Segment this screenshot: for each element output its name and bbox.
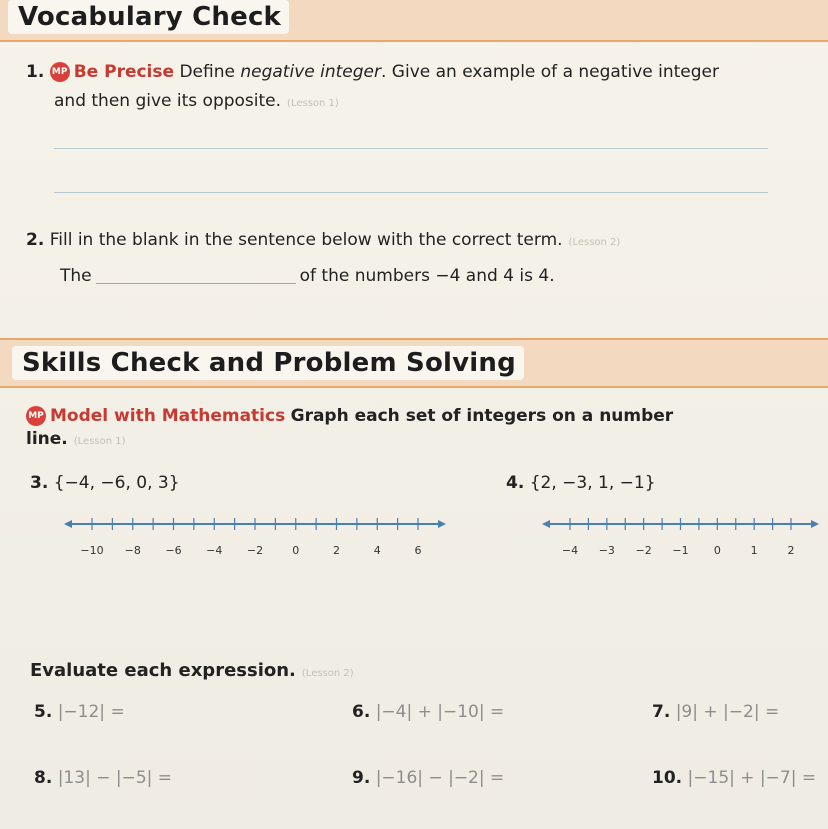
number-line-4[interactable] (538, 510, 823, 565)
question-2-text: Fill in the blank in the sentence below with the correct term. (49, 230, 563, 250)
question-3-number: 3. (30, 473, 49, 493)
expression-number: 10. (652, 768, 683, 788)
tick-label: 2 (333, 544, 340, 557)
question-4 (506, 472, 656, 494)
skills-banner (0, 338, 828, 388)
expression-number: 6. (352, 702, 371, 722)
left-arrow-icon (542, 520, 550, 528)
sentence-end: of the numbers −4 and 4 is 4. (299, 266, 555, 286)
lesson-ref: (Lesson 2) (301, 668, 354, 679)
model-tag: Model with Mathematics (50, 406, 286, 426)
right-arrow-icon (438, 520, 446, 528)
side-note (4, 548, 34, 556)
tick-label: −2 (635, 544, 652, 557)
tick-label: −8 (124, 544, 141, 557)
tick-label: 2 (787, 544, 795, 557)
tick-label: 1 (750, 544, 758, 557)
model-text: Graph each set of integers on a number (290, 406, 674, 426)
tick-label: 6 (414, 544, 422, 557)
expression-7 (652, 702, 779, 722)
tick-label: −4 (561, 544, 579, 557)
question-2-number: 2. (26, 230, 45, 250)
tick-label: −4 (206, 544, 223, 557)
vocabulary-title: Vocabulary Check (8, 0, 289, 34)
expression-10 (652, 768, 816, 788)
vocabulary-banner (0, 0, 828, 42)
expression-number: 8. (34, 768, 53, 788)
tick-label: 4 (373, 544, 381, 557)
question-1-text-a: Define (179, 62, 241, 82)
expression-number: 9. (352, 768, 371, 788)
skills-title: Skills Check and Problem Solving (12, 346, 524, 380)
expression-number: 7. (652, 702, 671, 722)
expression-8 (34, 768, 172, 788)
evaluate-title: Evaluate each expression. (30, 660, 296, 681)
expression-9 (352, 768, 504, 788)
question-1-text-b: . Give an example of a negative integer (380, 62, 720, 82)
tick-label: −3 (598, 544, 615, 557)
question-3-set: {−4, −6, 0, 3} (53, 473, 180, 493)
tick-label: −6 (165, 544, 182, 557)
tick-label: −10 (80, 544, 104, 557)
sentence-start: The (60, 266, 92, 286)
expression-text[interactable]: |−4| + |−10| = (375, 702, 505, 722)
answer-line-2[interactable] (54, 192, 768, 193)
tick-label: 0 (292, 544, 300, 557)
right-arrow-icon (811, 520, 819, 528)
expression-text[interactable]: |13| − |−5| = (57, 768, 173, 788)
mp-badge-icon: MP (50, 62, 70, 82)
expression-text[interactable]: |−15| + |−7| = (687, 768, 817, 788)
fill-blank[interactable] (96, 283, 296, 284)
tick-label: −2 (246, 544, 264, 557)
expression-6 (352, 702, 504, 722)
expression-text[interactable]: |9| + |−2| = (675, 702, 780, 722)
expression-number: 5. (34, 702, 53, 722)
lesson-ref: (Lesson 1) (73, 436, 126, 447)
mp-badge-icon: MP (26, 406, 46, 426)
left-arrow-icon (64, 520, 72, 528)
question-1-line-2 (54, 90, 339, 115)
answer-line-1[interactable] (54, 148, 768, 149)
tick-label: 0 (713, 544, 721, 557)
tick-label: −1 (672, 544, 689, 557)
model-instruction-line-2 (26, 428, 126, 453)
question-1 (26, 61, 719, 83)
model-instruction (26, 405, 673, 427)
question-2-sentence (60, 265, 555, 287)
question-1-text-c: and then give its opposite. (54, 91, 282, 111)
question-1-term: negative integer (240, 62, 381, 82)
question-3 (30, 472, 180, 494)
question-4-set: {2, −3, 1, −1} (529, 473, 656, 493)
be-precise-tag: Be Precise (73, 62, 175, 82)
model-text-2: line. (26, 429, 68, 449)
question-2 (26, 229, 620, 254)
question-1-number: 1. (26, 62, 45, 82)
number-line-3[interactable] (60, 510, 450, 565)
lesson-ref: (Lesson 1) (287, 98, 339, 109)
question-4-number: 4. (506, 473, 525, 493)
evaluate-heading (30, 660, 354, 685)
lesson-ref: (Lesson 2) (568, 237, 621, 248)
expression-text[interactable]: |−16| − |−2| = (375, 768, 505, 788)
expression-5 (34, 702, 125, 722)
expression-text[interactable]: |−12| = (57, 702, 125, 722)
